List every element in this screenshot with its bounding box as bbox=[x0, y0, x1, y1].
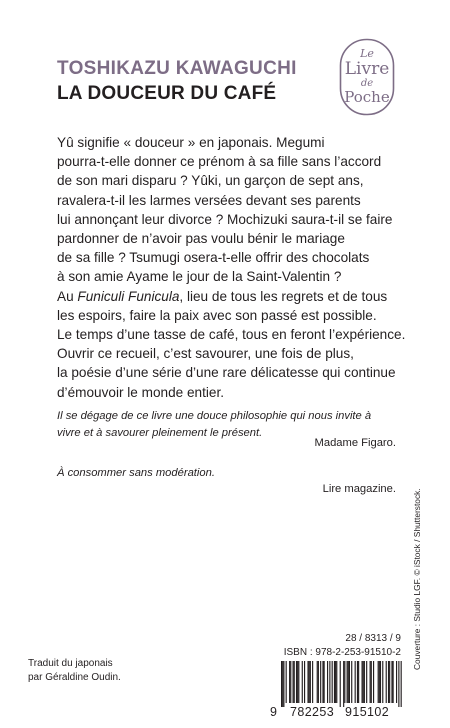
barcode-bar bbox=[379, 661, 380, 703]
description-line: pourra-t-elle donner ce prénom à sa fille sans l’accord bbox=[57, 154, 382, 170]
logo-le: Le bbox=[360, 47, 374, 60]
barcode-bar bbox=[382, 661, 383, 703]
quote-line: Il se dégage de ce livre une douce philosophie qui nous invite à bbox=[57, 410, 372, 422]
barcode-bar bbox=[320, 661, 321, 703]
quote-source-lire-magazine: Lire magazine. bbox=[322, 483, 396, 495]
barcode-digit-lead: 9 bbox=[270, 705, 278, 719]
quote-line: À consommer sans modération. bbox=[57, 467, 215, 479]
barcode-bar bbox=[322, 661, 323, 703]
barcode-bar bbox=[344, 661, 345, 703]
description-line: Au Funiculi Funicula, lieu de tous les regrets et de tous bbox=[57, 288, 388, 304]
isbn-number: ISBN : 978-2-253-91510-2 bbox=[283, 647, 401, 658]
description-line: ravalera-t-il les larmes versées devant ses parents bbox=[57, 192, 361, 208]
barcode-bar bbox=[294, 661, 295, 703]
barcode-bar bbox=[290, 661, 291, 703]
barcode-bar bbox=[358, 661, 359, 703]
barcode-bar bbox=[343, 661, 344, 707]
barcode-bar bbox=[309, 661, 310, 703]
barcode-bar bbox=[364, 661, 365, 703]
barcode-bar bbox=[347, 661, 348, 703]
barcode-bar bbox=[310, 661, 311, 703]
barcode-bar bbox=[293, 661, 294, 703]
description-line: Ouvrir ce recueil, c’est savourer, une fois de plus, bbox=[57, 346, 354, 362]
barcode-bar bbox=[355, 661, 356, 703]
barcode-bar bbox=[348, 661, 349, 703]
barcode-bar bbox=[312, 661, 313, 703]
book-description bbox=[57, 133, 407, 402]
barcode-digits-left: 782253 bbox=[290, 705, 335, 719]
barcode-bar bbox=[363, 661, 364, 703]
barcode-bar bbox=[388, 661, 389, 703]
barcode-bar bbox=[357, 661, 358, 703]
translator-line: Traduit du japonais bbox=[28, 658, 113, 669]
barcode-bar bbox=[393, 661, 394, 703]
barcode-digits-right: 915102 bbox=[345, 705, 390, 719]
barcode-bar bbox=[296, 661, 297, 703]
barcode-bar bbox=[289, 661, 290, 703]
barcode-bar bbox=[389, 661, 390, 703]
barcode-bar bbox=[351, 661, 352, 703]
barcode-bar bbox=[349, 661, 350, 703]
barcode-bar bbox=[373, 661, 374, 703]
barcode-bar bbox=[318, 661, 319, 703]
barcode-bar bbox=[386, 661, 387, 703]
description-line: Le temps d’une tasse de café, tous en feront l’expérience. bbox=[57, 327, 406, 343]
barcode-bar bbox=[298, 661, 299, 703]
translator-line: par Géraldine Oudin. bbox=[28, 672, 121, 683]
barcode-bar bbox=[302, 661, 303, 703]
description-line: les espoirs, faire la paix avec son passé est possible. bbox=[57, 307, 377, 323]
description-line: d’émouvoir le monde entier. bbox=[57, 384, 224, 400]
barcode-bar bbox=[334, 661, 335, 703]
barcode-bar bbox=[329, 661, 330, 703]
book-title: LA DOUCEUR DU CAFÉ bbox=[57, 83, 277, 104]
quote-source-madame-figaro: Madame Figaro. bbox=[314, 437, 396, 449]
translator-credit bbox=[28, 657, 121, 685]
author-name: TOSHIKAZU KAWAGUCHI bbox=[57, 58, 297, 79]
barcode-bar bbox=[366, 661, 367, 703]
catalog-number: 28 / 8313 / 9 bbox=[345, 633, 401, 644]
description-line: lui annonçant leur divorce ? Mochizuki saura-t-il se faire bbox=[57, 211, 393, 227]
barcode-bar bbox=[327, 661, 328, 703]
logo-de: de bbox=[360, 78, 374, 89]
barcode-bar bbox=[401, 661, 402, 707]
quote-lire-magazine bbox=[57, 465, 407, 482]
barcode-bar bbox=[340, 661, 341, 707]
italic-title: Funiculi Funicula bbox=[77, 288, 180, 304]
quote-line: vivre et à savourer pleinement le présent. bbox=[57, 427, 263, 439]
logo-livre: Livre bbox=[344, 59, 390, 79]
barcode-bar bbox=[286, 661, 287, 703]
barcode-bar bbox=[282, 661, 283, 707]
description-line: de son mari disparu ? Yûki, un garçon de sept ans, bbox=[57, 173, 364, 189]
barcode-bar bbox=[297, 661, 298, 703]
barcode-bar bbox=[304, 661, 305, 703]
barcode-bar bbox=[335, 661, 336, 703]
barcode-bar bbox=[307, 661, 308, 703]
barcode-bar bbox=[398, 661, 399, 707]
barcode-bar bbox=[371, 661, 372, 703]
description-line: de sa fille ? Tsumugi osera-t-elle offrir des chocolats bbox=[57, 250, 370, 266]
barcode-bar bbox=[332, 661, 333, 703]
barcode-bar bbox=[324, 661, 325, 703]
barcode-bar bbox=[370, 661, 371, 703]
barcode-bar bbox=[362, 661, 363, 703]
cover-credits: Couverture : Studio LGF. © iStock / Shutterstock. bbox=[412, 488, 422, 670]
barcode-bar bbox=[396, 661, 397, 703]
description-line: Yû signifie « douceur » en japonais. Megumi bbox=[57, 135, 325, 150]
description-line: pardonner de n’avoir pas voulu bénir le mariage bbox=[57, 231, 345, 247]
barcode bbox=[281, 661, 405, 707]
barcode-bar bbox=[281, 661, 282, 707]
barcode-bar bbox=[391, 661, 392, 703]
barcode-bar bbox=[317, 661, 318, 703]
livre-de-poche-logo bbox=[339, 38, 395, 116]
barcode-bar bbox=[336, 661, 337, 703]
description-line: à son amie Ayame le jour de la Saint-Valentin ? bbox=[57, 269, 342, 285]
barcode-bar bbox=[380, 661, 381, 703]
barcode-bar bbox=[283, 661, 284, 707]
barcode-bar bbox=[378, 661, 379, 703]
description-line: la poésie d’une série d’une rare délicatesse qui continue bbox=[57, 365, 396, 381]
logo-poche: Poche bbox=[344, 88, 390, 106]
